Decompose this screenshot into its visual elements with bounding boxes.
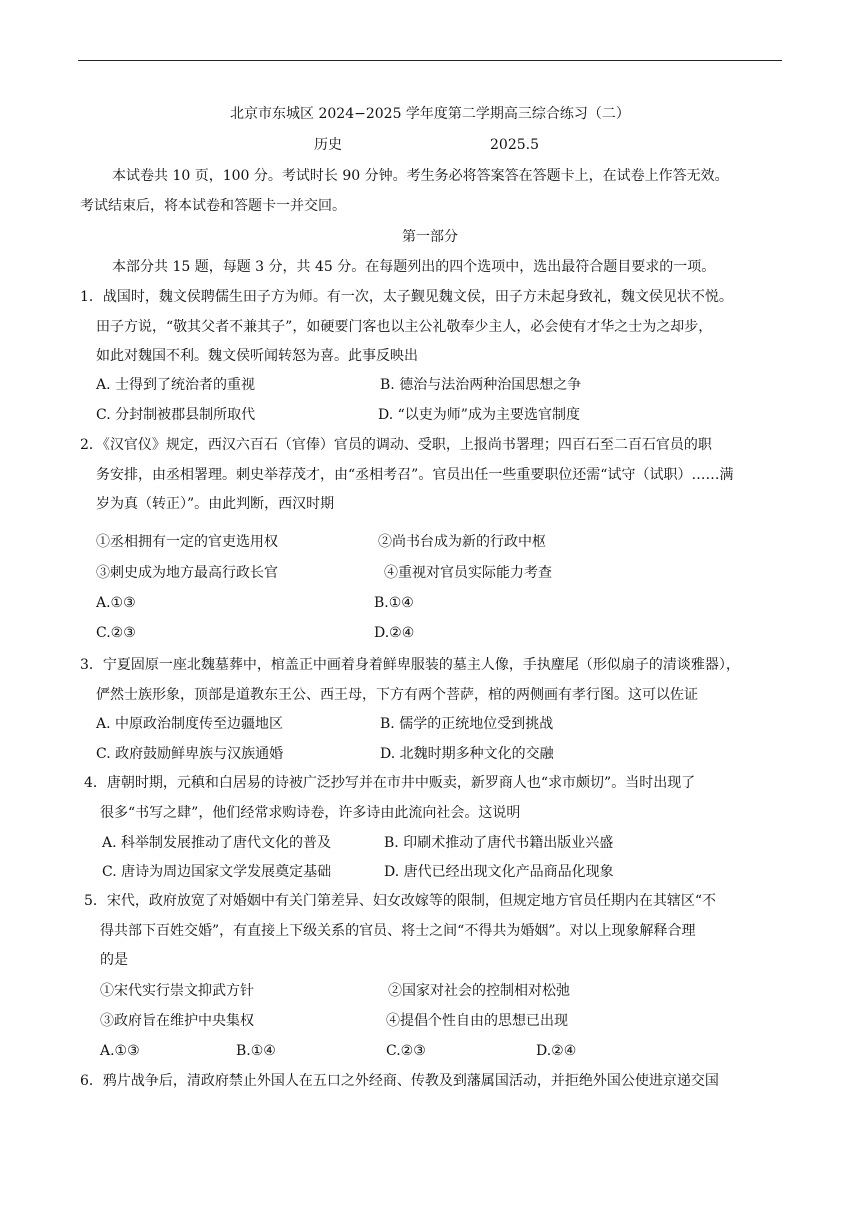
question-2-option-a: A.①③	[96, 595, 136, 611]
question-1-stem-line-1: 1．战国时，魏文侯聘儒生田子方为师。有一次，太子觐见魏文侯，田子方未起身致礼，魏文侯见状不悦。	[80, 289, 733, 305]
question-3-stem-line-1: 3．宁夏固原一座北魏墓葬中，棺盖正中画着身着鲜卑服装的墓主人像，手执麈尾（形似扇子的清谈雅器），	[80, 657, 740, 673]
question-1-option-b: B. 德治与法治两种治国思想之争	[380, 377, 582, 393]
question-5-option-b: B.①④	[236, 1043, 276, 1059]
question-1-stem-line-2: 田子方说，“敬其父者不兼其子”，如硬要门客也以主公礼敬奉少主人，必会使有才华之士为之却步，	[96, 319, 713, 335]
question-5-stem-line-2: 得共部下百姓交婚”，有直接上下级关系的官员、将士之间“不得共为婚姻”。对以上现象解释合理	[100, 923, 696, 939]
question-3-stem-line-2: 俨然士族形象，顶部是道教东王公、西王母，下方有两个菩萨，棺的两侧画有孝行图。这可以佐证	[96, 687, 698, 703]
exam-date: 2025.5	[490, 137, 539, 153]
question-3-option-d: D. 北魏时期多种文化的交融	[380, 746, 554, 762]
question-5-option-d: D.②④	[536, 1043, 577, 1059]
question-2-stem-line-2: 务安排，由丞相署理。刺史举荐茂才，由“丞相考召”。官员出任一些重要职位还需“试守（试职）……满	[96, 467, 734, 483]
question-2-item-4: ④重视对官员实际能力考查	[384, 565, 552, 581]
header-rule	[78, 60, 782, 61]
question-3-option-b: B. 儒学的正统地位受到挑战	[380, 716, 554, 732]
question-2-item-3: ③刺史成为地方最高行政长官	[96, 565, 278, 581]
question-1-stem-line-3: 如此对魏国不利。魏文侯听闻转怒为喜。此事反映出	[96, 348, 418, 364]
question-5-item-4: ④提倡个性自由的思想已出现	[386, 1013, 568, 1029]
question-5-option-c: C.②③	[386, 1043, 426, 1059]
instructions-line-1: 本试卷共 10 页，100 分。考试时长 90 分钟。考生务必将答案答在答题卡上，在试卷上作答无效。	[112, 168, 729, 184]
part-intro: 本部分共 15 题，每题 3 分，共 45 分。在每题列出的四个选项中，选出最符合题目要求的一项。	[112, 259, 716, 275]
question-2-option-c: C.②③	[96, 625, 136, 641]
question-4-stem-line-1: 4．唐朝时期，元稹和白居易的诗被广泛抄写并在市井中贩卖，新罗商人也“求市颇切”。当时出现了	[84, 775, 696, 791]
question-6-stem-line-1: 6．鸦片战争后，清政府禁止外国人在五口之外经商、传教及到藩属国活动，并拒绝外国公使进京递交国	[80, 1073, 719, 1089]
question-4-option-c: C. 唐诗为周边国家文学发展奠定基础	[102, 864, 332, 880]
question-1-option-a: A. 士得到了统治者的重视	[96, 377, 256, 393]
question-5-item-1: ①宋代实行崇文抑武方针	[100, 983, 254, 999]
subject-label: 历史	[314, 137, 342, 153]
part-title: 第一部分	[402, 229, 458, 245]
question-5-item-2: ②国家对社会的控制相对松弛	[388, 983, 570, 999]
question-2-option-b: B.①④	[374, 595, 414, 611]
question-4-option-d: D. 唐代已经出现文化产品商品化现象	[384, 864, 614, 880]
question-4-option-a: A. 科举制发展推动了唐代文化的普及	[102, 835, 332, 851]
question-5-stem-line-1: 5．宋代，政府放宽了对婚姻中有关门第差异、妇女改嫁等的限制，但规定地方官员任期内在其辖区“不	[84, 893, 717, 909]
question-4-stem-line-2: 很多“书写之肆”，他们经常求购诗卷，许多诗由此流向社会。这说明	[100, 805, 521, 821]
question-5-stem-line-3: 的是	[100, 952, 128, 968]
question-2-stem-line-3: 岁为真（转正）”。由此判断，西汉时期	[96, 496, 335, 512]
question-3-option-a: A. 中原政治制度传至边疆地区	[96, 716, 284, 732]
question-3-option-c: C. 政府鼓励鲜卑族与汉族通婚	[96, 746, 284, 762]
question-5-option-a: A.①③	[100, 1043, 140, 1059]
instructions-line-2: 考试结束后，将本试卷和答题卡一并交回。	[80, 198, 346, 214]
exam-title: 北京市东城区 2024−2025 学年度第二学期高三综合练习（二）	[230, 106, 630, 122]
question-2-item-2: ②尚书台成为新的行政中枢	[378, 534, 546, 550]
question-1-option-c: C. 分封制被郡县制所取代	[96, 407, 256, 423]
question-1-option-d: D. “以吏为师”成为主要选官制度	[378, 407, 580, 423]
question-2-item-1: ①丞相拥有一定的官吏选用权	[96, 534, 278, 550]
question-5-item-3: ③政府旨在维护中央集权	[100, 1013, 254, 1029]
question-4-option-b: B. 印刷术推动了唐代书籍出版业兴盛	[384, 835, 614, 851]
question-2-option-d: D.②④	[374, 625, 415, 641]
question-2-stem-line-1: 2．《汉官仪》规定，西汉六百石（官俸）官员的调动、受职，上报尚书署理；四百石至二百石官员的职	[80, 437, 712, 453]
